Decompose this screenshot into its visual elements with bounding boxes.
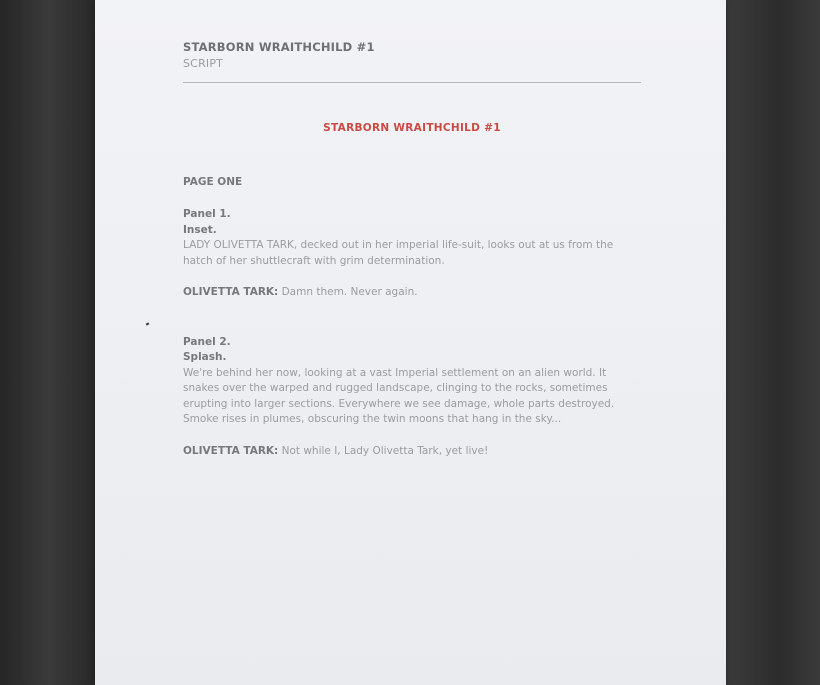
- header-subtitle: SCRIPT: [183, 57, 224, 70]
- script-content: [183, 40, 641, 459]
- panel-number: Panel 2.: [183, 335, 231, 348]
- dialog-text: Not while I, Lady Olivetta Tark, yet live!: [281, 444, 489, 457]
- paper-speck: [146, 322, 150, 325]
- panel-description: We're behind her now, looking at a vast Imperial settlement on an alien world. It snakes over the warped and rugged landscape, clinging to the rocks, sometimes erupting into larger sections. Everywhere we see damage, whole parts destroyed. Smoke rises in plumes, obscuring the twin moons that hang in the sky...: [183, 366, 615, 425]
- panel-number: Panel 1.: [183, 208, 231, 220]
- dialog-line: [183, 285, 641, 301]
- panel-type: Inset.: [183, 223, 217, 236]
- script-page: [95, 0, 726, 685]
- panel-description: LADY OLIVETTA TARK, decked out in her imperial life-suit, looks out at us from the hatch of her shuttlecraft with grim determination.: [183, 239, 614, 267]
- dialog-line: [183, 444, 641, 460]
- panel-spacer: [183, 301, 641, 317]
- document-title: STARBORN WRAITHCHILD #1: [323, 122, 501, 134]
- panel-2: [183, 335, 641, 460]
- dialog-text: Damn them. Never again.: [281, 286, 418, 298]
- panel-type: Splash.: [183, 351, 227, 363]
- header-title: STARBORN WRAITHCHILD #1: [183, 40, 375, 54]
- dialog-speaker: OLIVETTA TARK:: [183, 286, 279, 298]
- header-divider: [183, 82, 641, 83]
- page-label: PAGE ONE: [183, 176, 243, 188]
- panel-1: [183, 207, 641, 301]
- dialog-speaker: OLIVETTA TARK:: [183, 444, 279, 457]
